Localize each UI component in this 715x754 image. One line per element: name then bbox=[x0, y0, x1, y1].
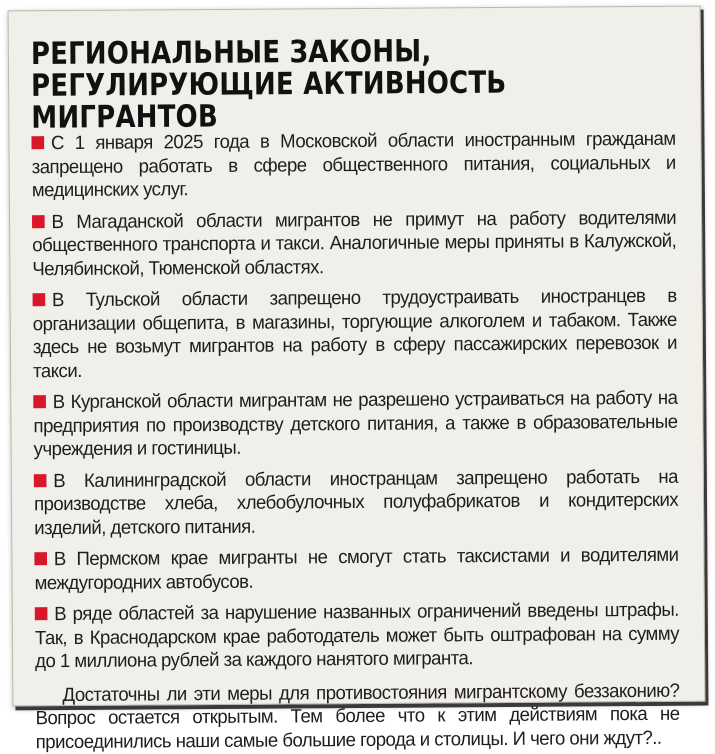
headline: РЕГИОНАЛЬНЫЕ ЗАКОНЫ, РЕГУЛИРУЮЩИЕ АКТИВНОСТЬ МИГРАНТОВ bbox=[30, 34, 507, 137]
red-square-bullet-icon bbox=[35, 607, 48, 620]
list-item bbox=[32, 206, 677, 281]
law-list bbox=[31, 128, 684, 674]
list-item-text: В Калининградской области иностранцам запрещено работать на производстве хлеба, хлебобулочных полуфабрикатов и кондитерских изделий, детского питания. bbox=[33, 466, 679, 539]
list-item-text: В Курганской области мигрантам не разрешено устраиваться на работу на предприятия по производству детского питания, а также в образовательные учреждения и гостиницы. bbox=[33, 387, 678, 461]
list-item-text: В Пермском крае мигранты не смогут стать таксистами и водителями междугородних автобусов. bbox=[34, 544, 679, 594]
list-item bbox=[35, 599, 680, 674]
list-item bbox=[33, 285, 678, 383]
red-square-bullet-icon bbox=[33, 395, 46, 408]
red-square-bullet-icon bbox=[32, 215, 45, 228]
list-item-text: В Тульской области запрещено трудоустраивать иностранцев в организации общепита, в магазины, торгующие алкоголем и табаком. Также здесь не возьмут мигрантов на работу в сферу пассажирских перевозок и такси. bbox=[32, 285, 678, 382]
list-item bbox=[31, 128, 676, 203]
list-item bbox=[34, 465, 679, 540]
list-item-text: С 1 января 2025 года в Московской области иностранным гражданам запрещено работать в сфере общественного питания, социальных и медицинских услуг. bbox=[31, 128, 676, 202]
list-item bbox=[33, 387, 678, 462]
red-square-bullet-icon bbox=[34, 552, 47, 565]
red-square-bullet-icon bbox=[33, 293, 46, 306]
list-item bbox=[34, 544, 678, 595]
list-item-text: В ряде областей за нарушение названных ограничений введены штрафы. Так, в Краснодарском крае работодатель может быть оштрафован на сумму до 1 миллиона рублей за каждого нанятого мигранта. bbox=[34, 599, 680, 673]
newspaper-clipping bbox=[8, 6, 706, 753]
closing-paragraph: Достаточны ли эти меры для противостояния мигрантскому беззаконию? Вопрос остается открытым. Тем более что к этим действиям пока не присоединились наши самые большие города и столицы. И чего они ждут?.. bbox=[35, 680, 680, 753]
red-square-bullet-icon bbox=[34, 474, 47, 487]
red-square-bullet-icon bbox=[31, 136, 44, 149]
list-item-text: В Магаданской области мигрантов не примут на работу водителями общественного транспорта и такси. Аналогичные меры приняты в Калужской, Челябинской, Тюменской областях. bbox=[32, 207, 677, 280]
